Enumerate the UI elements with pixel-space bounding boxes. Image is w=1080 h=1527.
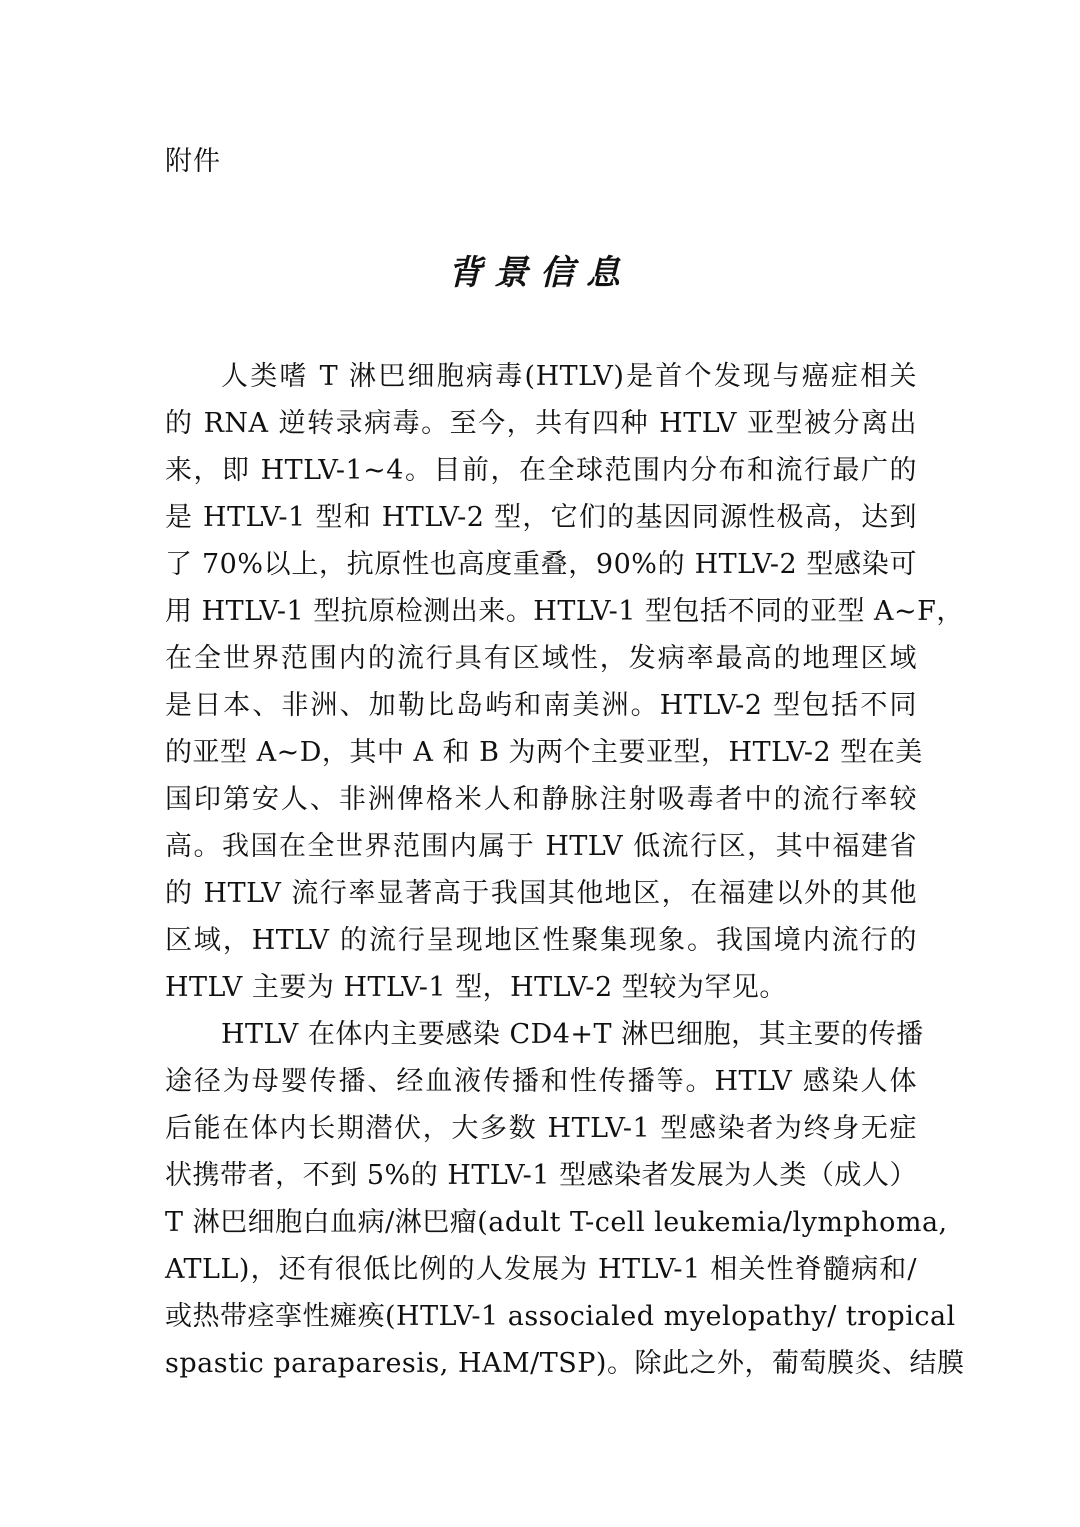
paragraph-1-line-5: 了 70%以上，抗原性也高度重叠，90%的 HTLV-2 型感染可 [165,549,917,580]
paragraph-2-line-1: HTLV 在体内主要感染 CD4+T 淋巴细胞，其主要的传播 [221,1019,924,1050]
paragraph-1-line-4: 是 HTLV-1 型和 HTLV-2 型，它们的基因同源性极高，达到 [165,502,917,533]
paragraph-2-line-6: ATLL)，还有很低比例的人发展为 HTLV-1 相关性脊髓病和/ [165,1254,917,1285]
paragraph-1-line-8: 是日本、非洲、加勒比岛屿和南美洲。HTLV-2 型包括不同 [165,690,917,721]
paragraph-2-line-3: 后能在体内长期潜伏，大多数 HTLV-1 型感染者为终身无症 [165,1113,917,1144]
paragraph-2-line-5: T 淋巴细胞白血病/淋巴瘤(adult T-cell leukemia/lymphoma, [165,1207,948,1238]
paragraph-2-line-7: 或热带痉挛性瘫痪(HTLV-1 associaled myelopathy/ tropical [165,1301,956,1332]
paragraph-1-line-12: 的 HTLV 流行率显著高于我国其他地区，在福建以外的其他 [165,878,917,909]
paragraph-1-line-14: HTLV 主要为 HTLV-1 型，HTLV-2 型较为罕见。 [165,972,787,1003]
paragraph-2-line-2: 途径为母婴传播、经血液传播和性传播等。HTLV 感染人体 [165,1066,917,1097]
paragraph-1-line-1: 人类嗜 T 淋巴细胞病毒(HTLV)是首个发现与癌症相关 [221,361,917,392]
paragraph-1-line-6: 用 HTLV-1 型抗原检测出来。HTLV-1 型包括不同的亚型 A~F， [165,596,964,627]
paragraph-1-line-7: 在全世界范围内的流行具有区域性，发病率最高的地理区域 [165,643,917,674]
document-title: 背景信息 [448,253,632,293]
attachment-label: 附件 [165,146,221,177]
paragraph-1-line-9: 的亚型 A~D，其中 A 和 B 为两个主要亚型，HTLV-2 型在美 [165,737,923,768]
paragraph-1-line-13: 区域，HTLV 的流行呈现地区性聚集现象。我国境内流行的 [165,925,917,956]
paragraph-1-line-10: 国印第安人、非洲俾格米人和静脉注射吸毒者中的流行率较 [165,784,917,815]
document-body [165,353,965,1387]
paragraph-1-line-11: 高。我国在全世界范围内属于 HTLV 低流行区，其中福建省 [165,831,917,862]
paragraph-1-line-3: 来，即 HTLV-1~4。目前，在全球范围内分布和流行最广的 [165,455,917,486]
paragraph-1-line-2: 的 RNA 逆转录病毒。至今，共有四种 HTLV 亚型被分离出 [165,408,917,439]
paragraph-2-line-4: 状携带者，不到 5%的 HTLV-1 型感染者发展为人类（成人） [165,1160,917,1191]
paragraph-2-line-8: spastic paraparesis, HAM/TSP)。除此之外，葡萄膜炎、结膜 [165,1348,965,1379]
